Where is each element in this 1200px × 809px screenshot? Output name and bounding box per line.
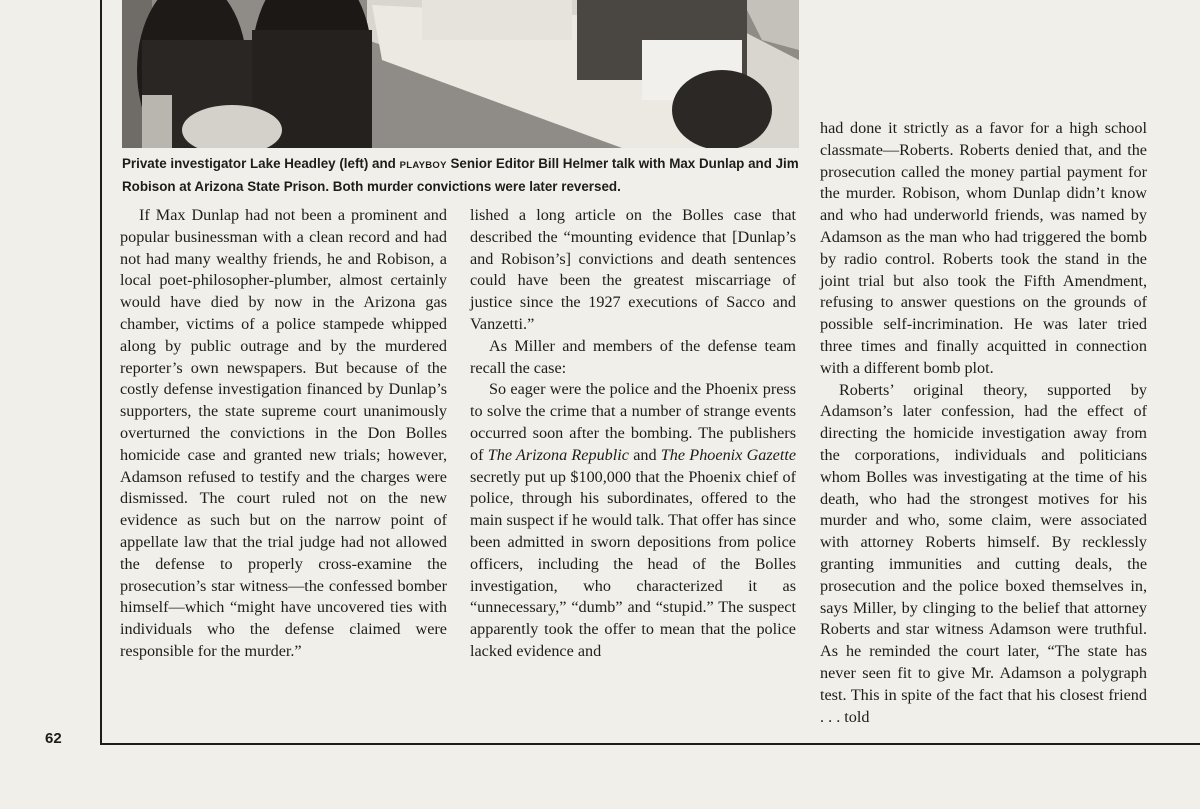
caption-publication-name: PLAYBOY	[399, 160, 447, 171]
caption-text-after: Senior Editor Bill Helmer talk with Max Dunlap and Jim Robison at Arizona State Prison. Both murder convictions were later reversed.	[122, 156, 799, 194]
publication-arizona-republic: The Arizona Republic	[487, 445, 629, 464]
article-column-1	[120, 205, 447, 663]
column3-paragraph-0: had done it strictly as a favor for a high school classmate—Roberts. Roberts denied that, and the prosecution called the money partial payment for the murder. Robison, whom Dunlap didn’t know and who had underworld friends, was named by Adamson as the man who had triggered the bomb by radio control. Roberts took the stand in the joint trial but also took the Fifth Amendment, refusing to answer questions on the grounds of possible self-incrimination. He was later tried three times and finally acquitted in connection with a different bomb plot.	[820, 119, 1147, 377]
prison-photo	[122, 0, 799, 148]
article-column-3	[820, 118, 1147, 728]
caption-text-before: Private investigator Lake Headley (left) and	[122, 156, 400, 171]
column2-paragraph-3	[470, 379, 796, 662]
column1-paragraph-1: If Max Dunlap had not been a prominent and popular businessman with a clean record and had not had many wealthy friends, he and Robison, a local poet-philosopher-plumber, almost certainly would have died by now in the Arizona gas chamber, victims of a police stampede whipped along by public outrage and by the murdered reporter’s own newspapers. But because of the costly defense investigation financed by Dunlap’s supporters, the state supreme court unanimously overturned the convictions in the Don Bolles homicide case and granted new trials; however, Adamson refused to testify and the charges were dismissed. The court ruled not on the new evidence as such but on the narrow point of appellate law that the trial judge had not allowed the defense to properly cross-examine the prosecution’s star witness—the confessed bomber himself—which “might have uncovered ties with individuals who the defense claimed were responsible for the murder.”	[120, 206, 447, 660]
page-border-horizontal	[100, 743, 1200, 745]
page-number: 62	[45, 730, 62, 747]
page-border-vertical	[100, 0, 102, 745]
column2-paragraph-3-part-b: and	[628, 445, 661, 464]
publication-phoenix-gazette: The Phoenix Gazette	[660, 445, 797, 464]
column3-paragraph-1: Roberts’ original theory, supported by Adamson’s later confession, had the effect of directing the homicide investigation away from the corporations, individuals and politicians whom Bolles was investigating at the time of his death, who had the strongest motives for his murder and who, some claim, were associated with attorney Roberts himself. By recklessly granting immunities and cutting deals, the prosecution and the police boxed themselves in, says Miller, by clinging to the belief that attorney Roberts and star witness Adamson were truthful. As he reminded the court later, “The state has never seen fit to give Mr. Adamson a polygraph test. This in spite of the fact that his closest friend . . . told	[820, 380, 1147, 726]
column2-paragraph-1: lished a long article on the Bolles case that described the “mounting evidence that [Dunlap’s and Robison’s] convictions and death sentences could have been the greatest miscarriage of justice since the 1927 executions of Sacco and Vanzetti.”	[470, 206, 796, 333]
column2-paragraph-3-part-a: So eager were the police and the Phoenix press to solve the crime that a number of strange events occurred soon after the bombing. The publishers of	[470, 380, 796, 464]
article-column-2	[470, 205, 796, 663]
photo-caption	[122, 153, 802, 197]
column2-paragraph-3-part-c: secretly put up $100,000 that the Phoenix chief of police, through his subordinates, offered to the main suspect if he would talk. That offer has since been admitted in sworn depositions from police officers, including the head of the Bolles investigation, who characterized it as “unnecessary,” “dumb” and “stupid.” The suspect apparently took the offer to mean that the police lacked evidence and	[470, 467, 796, 660]
column2-paragraph-2: As Miller and members of the defense team recall the case:	[470, 336, 796, 377]
